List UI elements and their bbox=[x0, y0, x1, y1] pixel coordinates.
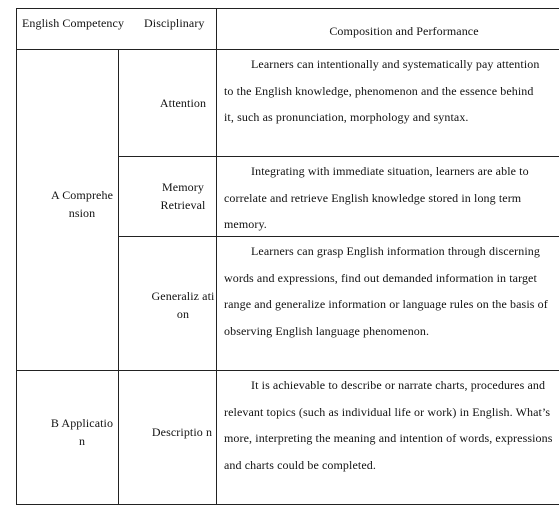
performance-description-text: It is achievable to describe or narrate charts, procedures and relevant topics (such as individual life or work) in English. What’s more, interpreting the meaning and intention of words, expressions and charts could be completed. bbox=[224, 378, 553, 472]
competency-b-text: B Applicatio n bbox=[50, 416, 114, 448]
performance-attention-text: Learners can intentionally and systematically pay attention to the English knowledge, phenomenon and the essence behind it, such as pronunciation, morphology and syntax. bbox=[224, 57, 540, 124]
disciplinary-memory-retrieval-text: Memory Retrieval bbox=[160, 180, 206, 212]
competency-b-label bbox=[50, 414, 114, 450]
performance-memory-retrieval-text: Integrating with immediate situation, learners are able to correlate and retrieve English knowledge stored in long term memory. bbox=[224, 164, 529, 231]
performance-description bbox=[224, 372, 557, 478]
disciplinary-attention-text: Attention bbox=[159, 96, 207, 110]
column-divider-disciplinary bbox=[118, 49, 119, 505]
section-divider-application bbox=[16, 370, 559, 371]
competency-a-text: A Comprehe nsion bbox=[51, 188, 113, 220]
column-divider-performance bbox=[216, 8, 217, 505]
disciplinary-description-text: Descriptio n bbox=[151, 425, 213, 439]
header-performance bbox=[218, 23, 559, 40]
header-competency bbox=[18, 15, 128, 32]
performance-memory-retrieval bbox=[224, 158, 554, 238]
competency-a-label bbox=[48, 186, 116, 222]
disciplinary-generalization bbox=[150, 287, 216, 323]
performance-generalization-text: Learners can grasp English information through discerning words and expressions, find out demanded information in target range and generalize information or language rules on the basis of observing English language phenomenon. bbox=[224, 244, 548, 338]
disciplinary-description bbox=[150, 423, 214, 441]
performance-attention bbox=[224, 51, 544, 131]
header-competency-text: English Competency bbox=[21, 16, 125, 30]
performance-generalization bbox=[224, 238, 549, 344]
row-divider-memory bbox=[118, 156, 559, 157]
disciplinary-generalization-text: Generaliz ation bbox=[151, 289, 215, 321]
header-disciplinary-text: Disciplinary bbox=[144, 16, 205, 30]
table-left-border bbox=[16, 8, 17, 505]
header-bottom-border bbox=[16, 49, 559, 50]
table-top-border bbox=[16, 8, 559, 9]
header-disciplinary bbox=[144, 15, 216, 32]
table-bottom-border bbox=[16, 504, 559, 505]
header-performance-text: Composition and Performance bbox=[329, 24, 479, 38]
disciplinary-attention bbox=[150, 90, 216, 117]
disciplinary-memory-retrieval bbox=[150, 178, 216, 214]
